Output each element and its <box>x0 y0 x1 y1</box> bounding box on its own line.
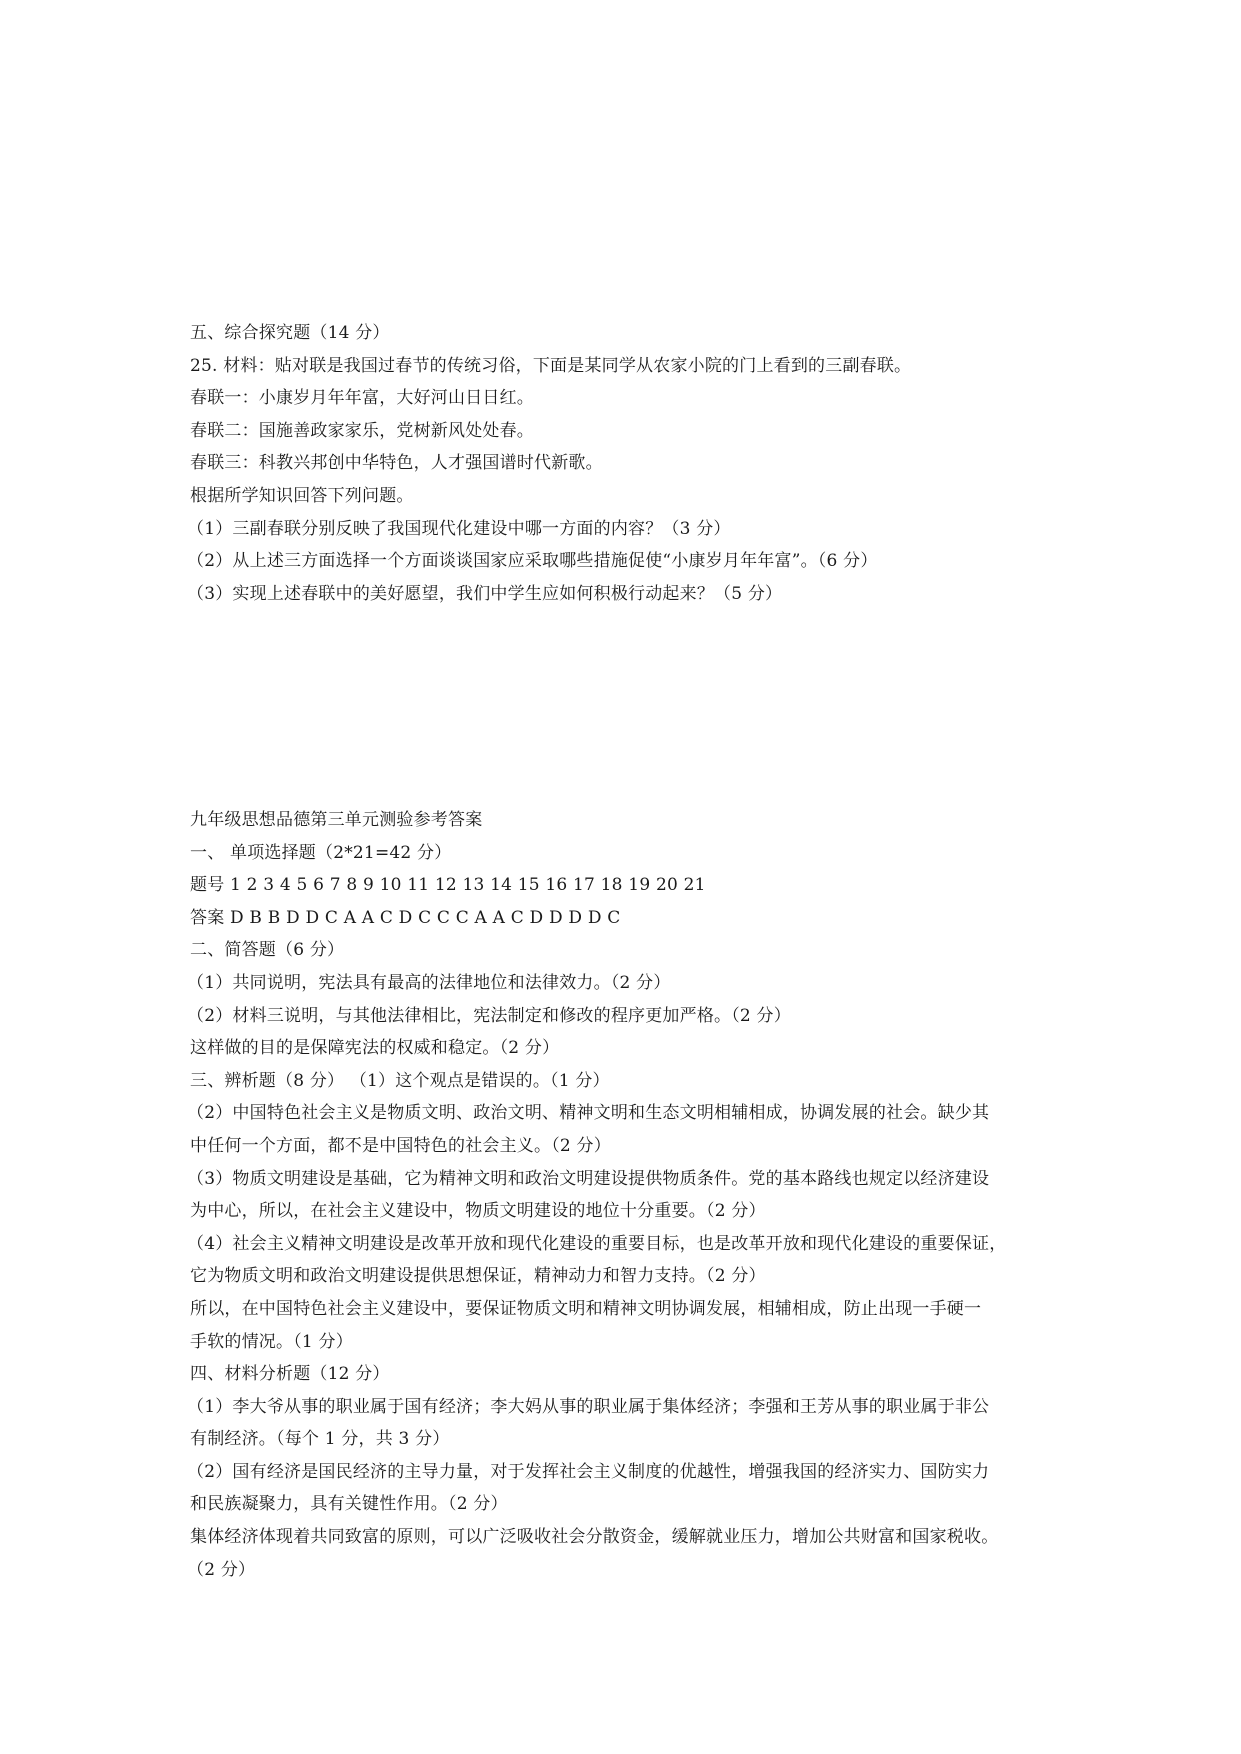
part-three-answer-3-line-1: （3）物质文明建设是基础，它为精神文明和政治文明建设提供物质条件。党的基本路线也规定以经济建设 <box>187 1168 990 1189</box>
part-two-answer-3: 这样做的目的是保障宪法的权威和稳定。（2 分） <box>190 1038 560 1059</box>
part-four-answer-3-line-1: 集体经济体现着共同致富的原则，可以广泛吸收社会分散资金，缓解就业压力，增加公共财富和国家税收。 <box>190 1527 999 1548</box>
part-three-answer-2-line-2: 中任何一个方面，都不是中国特色的社会主义。（2 分） <box>190 1135 611 1156</box>
part-three-answer-3-line-2: 为中心，所以，在社会主义建设中，物质文明建设的地位十分重要。（2 分） <box>190 1201 766 1222</box>
part-one-title: 一、 单项选择题（2*21=42 分） <box>190 842 452 863</box>
part-four-answer-3-line-2: （2 分） <box>187 1559 256 1580</box>
part-three-answer-4-line-2: 它为物质文明和政治文明建设提供思想保证，精神动力和智力支持。（2 分） <box>190 1266 766 1287</box>
question-25-material: 25. 材料：贴对联是我国过春节的传统习俗，下面是某同学从农家小院的门上看到的三副春联。 <box>190 355 912 376</box>
part-three-title: 三、辨析题（8 分） （1）这个观点是错误的。（1 分） <box>190 1070 610 1091</box>
part-one-answers: 答案 D B B D D C A A C D C C C A A C D D D D C <box>190 907 621 928</box>
part-four-answer-2-line-2: 和民族凝聚力，具有关键性作用。（2 分） <box>190 1494 508 1515</box>
part-two-title: 二、简答题（6 分） <box>190 940 345 961</box>
couplet-one: 春联一：小康岁月年年富，大好河山日日红。 <box>190 388 534 409</box>
question-25-2: （2）从上述三方面选择一个方面谈谈国家应采取哪些措施促使“小康岁月年年富”。（6 分） <box>187 551 878 572</box>
section-five-title: 五、综合探究题（14 分） <box>190 323 390 343</box>
part-three-conclusion-line-1: 所以，在中国特色社会主义建设中，要保证物质文明和精神文明协调发展，相辅相成，防止出现一手硬一 <box>190 1298 982 1319</box>
part-one-numbers: 题号 1 2 3 4 5 6 7 8 9 10 11 12 13 14 15 16 17 18 19 20 21 <box>190 875 706 896</box>
couplet-two: 春联二：国施善政家家乐，党树新风处处春。 <box>190 420 534 441</box>
part-four-answer-1-line-1: （1）李大爷从事的职业属于国有经济；李大妈从事的职业属于集体经济；李强和王芳从事的职业属于非公 <box>187 1396 990 1417</box>
part-two-answer-2: （2）材料三说明，与其他法律相比，宪法制定和修改的程序更加严格。（2 分） <box>187 1005 791 1026</box>
question-25-1: （1）三副春联分别反映了我国现代化建设中哪一方面的内容？（3 分） <box>187 518 731 539</box>
couplet-three: 春联三：科教兴邦创中华特色，人才强国谱时代新歌。 <box>190 453 603 474</box>
question-25-3: （3）实现上述春联中的美好愿望，我们中学生应如何积极行动起来？（5 分） <box>187 583 783 604</box>
part-four-answer-2-line-1: （2）国有经济是国民经济的主导力量，对于发挥社会主义制度的优越性，增强我国的经济实力、国防实力 <box>187 1461 990 1482</box>
part-three-answer-2-line-1: （2）中国特色社会主义是物质文明、政治文明、精神文明和生态文明相辅相成，协调发展的社会。缺少其 <box>187 1103 990 1124</box>
part-three-conclusion-line-2: 手软的情况。（1 分） <box>190 1331 353 1352</box>
answer-key-title: 九年级思想品德第三单元测验参考答案 <box>190 810 483 830</box>
part-three-answer-4-line-1: （4）社会主义精神文明建设是改革开放和现代化建设的重要目标，也是改革开放和现代化建设的重要保证， <box>187 1233 1007 1254</box>
part-four-title: 四、材料分析题（12 分） <box>190 1364 390 1385</box>
part-four-answer-1-line-2: 有制经济。（每个 1 分，共 3 分） <box>190 1429 450 1450</box>
answer-key <box>187 804 1065 1586</box>
instruction: 根据所学知识回答下列问题。 <box>190 485 414 506</box>
section-five <box>187 317 1065 610</box>
part-two-answer-1: （1）共同说明，宪法具有最高的法律地位和法律效力。（2 分） <box>187 972 671 993</box>
